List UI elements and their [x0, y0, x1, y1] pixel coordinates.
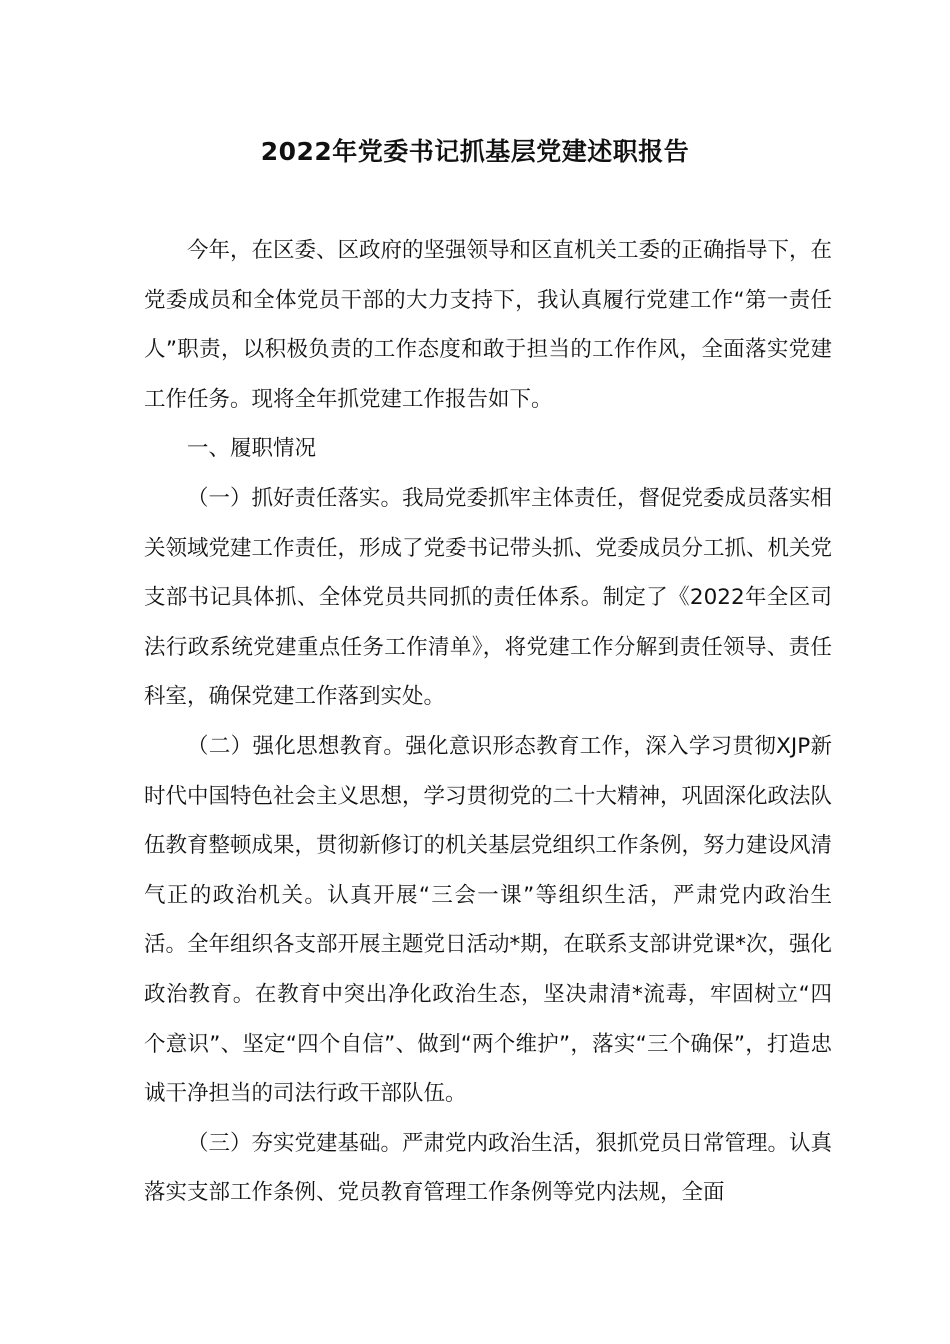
- body-paragraph: （三）夯实党建基础。严肃党内政治生活，狠抓党员日常管理。认真落实支部工作条例、党员教育管理工作条例等党内法规，全面: [144, 1130, 833, 1206]
- section-heading: 一、履职情况: [187, 436, 317, 462]
- document-title: 2022年党委书记抓基层党建述职报告: [260, 137, 690, 166]
- body-paragraph: （一）抓好责任落实。我局党委抓牢主体责任，督促党委成员落实相关领域党建工作责任，形成了党委书记带头抓、党委成员分工抓、机关党支部书记具体抓、全体党员共同抓的责任体系。制定了《2022年全区司法行政系统党建重点任务工作清单》，将党建工作分解到责任领导、责任科室，确保党建工作落到实处。: [144, 485, 833, 710]
- document-body: [144, 226, 832, 1218]
- intro-paragraph: 今年，在区委、区政府的坚强领导和区直机关工委的正确指导下，在党委成员和全体党员干部的大力支持下，我认真履行党建工作“第一责任人”职责，以积极负责的工作态度和敢于担当的工作作风，全面落实党建工作任务。现将全年抓党建工作报告如下。: [144, 238, 833, 412]
- body-paragraph: （二）强化思想教育。强化意识形态教育工作，深入学习贯彻XJP新时代中国特色社会主义思想，学习贯彻党的二十大精神，巩固深化政法队伍教育整顿成果，贯彻新修订的机关基层党组织工作条例，努力建设风清气正的政治机关。认真开展“三会一课”等组织生活，严肃党内政治生活。全年组织各支部开展主题党日活动*期，在联系支部讲党课*次，强化政治教育。在教育中突出净化政治生态，坚决肃清*流毒，牢固树立“四个意识”、坚定“四个自信”、做到“两个维护”，落实“三个确保”，打造忠诚干净担当的司法行政干部队伍。: [144, 733, 833, 1107]
